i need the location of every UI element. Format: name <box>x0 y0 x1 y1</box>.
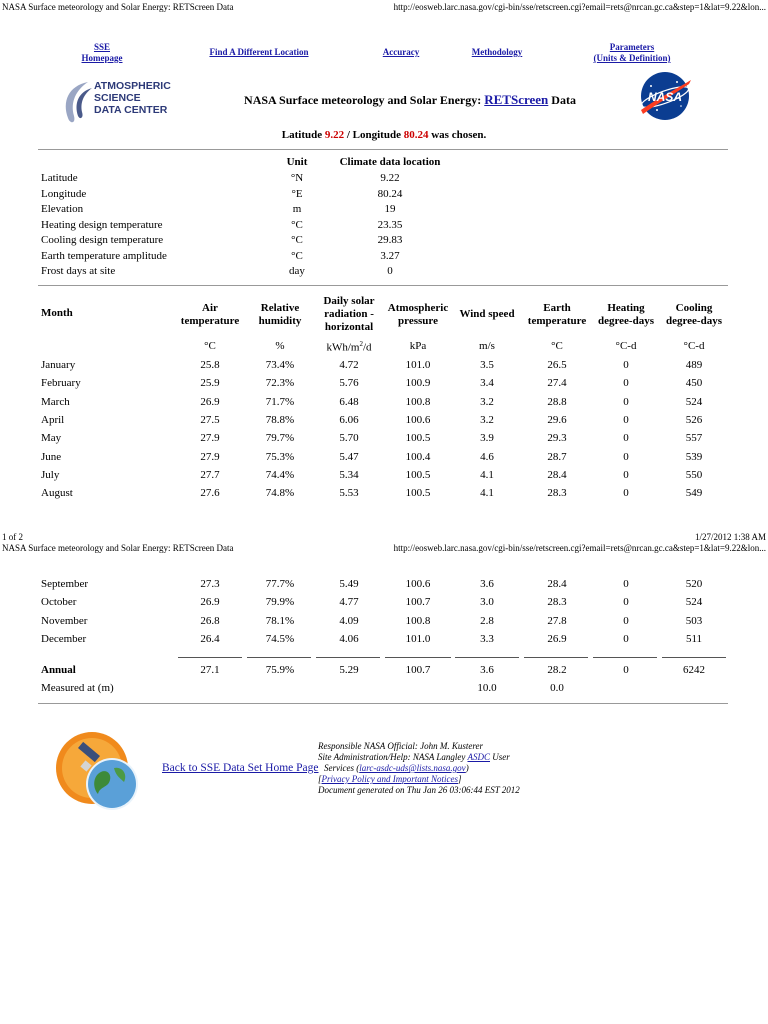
cell-cdd: 526 <box>685 413 703 426</box>
nasa-logo-text: NASA <box>647 90 683 104</box>
cell-air: 25.8 <box>200 359 220 371</box>
chosen-lon-value: 80.24 <box>403 129 429 141</box>
retscreen-link[interactable]: RETScreen <box>484 92 549 107</box>
cell-rh: 74.4% <box>265 468 295 481</box>
chosen-lat-value: 9.22 <box>324 129 345 141</box>
cell-solar: 5.34 <box>339 468 359 481</box>
chosen-suffix: was chosen. <box>428 129 487 141</box>
table-row <box>0 396 768 412</box>
cell-earth: 26.9 <box>547 632 567 645</box>
cell-hdd: 0 <box>623 632 629 645</box>
nav-parameters[interactable] <box>580 42 684 64</box>
cell-hdd: 0 <box>623 432 629 445</box>
cell-wind: 3.2 <box>480 413 494 426</box>
cell-hdd: 0 <box>623 614 629 627</box>
nav-sse-line1[interactable]: SSE <box>93 42 110 52</box>
cell-hdd: 0 <box>623 664 629 676</box>
cell-rh: 79.7% <box>265 432 295 445</box>
measured-row <box>0 682 768 698</box>
cell-pres: 100.6 <box>405 578 431 590</box>
cell-air: 26.9 <box>200 596 220 609</box>
site-row <box>0 234 768 250</box>
nav-methodology-label[interactable]: Methodology <box>471 47 523 57</box>
site-row <box>0 219 768 235</box>
asdc-logo-line2: SCIENCE <box>94 92 141 104</box>
asdc-link[interactable]: ASDC <box>467 752 490 762</box>
table-row <box>0 578 768 594</box>
site-row-label: Longitude <box>41 187 87 200</box>
cell-air: 27.9 <box>200 450 220 463</box>
cell-cdd: 539 <box>685 450 703 463</box>
row-month: December <box>41 632 87 645</box>
nav-accuracy[interactable] <box>370 47 432 58</box>
col-header-pressure-2: pressure <box>398 315 438 327</box>
site-row-label: Earth temperature amplitude <box>41 249 167 262</box>
unit-hdd: °C-d <box>615 340 637 352</box>
col-header-solar-2: radiation - <box>324 308 374 320</box>
cell-cdd: 524 <box>685 596 703 609</box>
site-row-label: Latitude <box>41 172 78 184</box>
site-row-unit: °C <box>291 218 303 231</box>
site-row-value: 80.24 <box>377 187 403 200</box>
cell-solar: 6.06 <box>339 413 359 426</box>
chosen-lat-label: Latitude <box>281 129 325 141</box>
print-footer-datetime: 1/27/2012 1:38 AM <box>694 532 766 542</box>
row-month: February <box>41 377 81 390</box>
cell-cdd: 489 <box>685 359 703 371</box>
row-month: August <box>41 487 73 500</box>
footer-credits <box>318 741 578 796</box>
cell-wind: 3.9 <box>480 432 494 445</box>
nav-find-location-label[interactable]: Find A Different Location <box>209 47 309 57</box>
location-chosen <box>200 129 568 141</box>
col-header-rh-2: humidity <box>258 315 302 327</box>
cell-solar: 4.72 <box>339 359 359 371</box>
measured-wind: 10.0 <box>477 682 497 694</box>
col-header-hdd <box>590 302 662 328</box>
col-header-cdd <box>658 302 730 328</box>
unit-pressure: kPa <box>409 340 427 352</box>
cell-wind: 3.0 <box>480 596 494 609</box>
cell-earth: 28.7 <box>547 450 567 463</box>
cell-wind: 3.4 <box>480 377 494 390</box>
site-row <box>0 188 768 204</box>
cell-pres: 100.5 <box>405 487 431 500</box>
cell-air: 27.7 <box>200 468 220 481</box>
cell-rh: 75.9% <box>265 664 295 676</box>
cell-rh: 77.7% <box>265 578 295 590</box>
cell-cdd: 450 <box>685 377 703 390</box>
footer-admin-suffix: User <box>490 752 510 762</box>
cell-wind: 3.5 <box>480 359 494 371</box>
col-header-wind: Wind speed <box>459 308 515 320</box>
cell-solar: 5.70 <box>339 432 359 445</box>
cell-rh: 78.8% <box>265 413 295 426</box>
site-row-unit: day <box>289 265 305 277</box>
col-header-solar-3: horizontal <box>324 321 374 333</box>
table-row <box>0 469 768 485</box>
nav-find-location[interactable] <box>200 47 318 58</box>
footer-official: Responsible NASA Official: John M. Kusterer <box>318 741 483 751</box>
nav-parameters-line2[interactable]: (Units & Definition) <box>593 53 671 63</box>
cell-hdd: 0 <box>623 413 629 426</box>
col-header-air <box>170 302 250 328</box>
site-row-label: Elevation <box>41 203 84 215</box>
row-month: Annual <box>41 664 76 676</box>
col-header-hdd-1: Heating <box>607 302 645 314</box>
cell-pres: 100.6 <box>405 413 431 426</box>
nav-sse-line2[interactable]: Homepage <box>81 53 123 63</box>
table-row <box>0 451 768 467</box>
table-row <box>0 596 768 612</box>
cell-wind: 3.3 <box>480 632 494 645</box>
asdc-swirl-icon <box>58 78 98 126</box>
cell-pres: 100.9 <box>405 377 431 390</box>
table-row <box>0 633 768 649</box>
cell-cdd: 520 <box>685 578 703 590</box>
unit-solar <box>313 340 385 354</box>
cell-hdd: 0 <box>623 377 629 390</box>
print-header-url-2: http://eosweb.larc.nasa.gov/cgi-bin/sse/retscreen.cgi?email=rets@nrcan.gc.ca&step=1&lat=9.22&lon... <box>393 543 766 553</box>
row-month: October <box>41 596 77 609</box>
print-header-title-2: NASA Surface meteorology and Solar Energy: RETScreen Data <box>2 543 234 553</box>
site-row <box>0 250 768 266</box>
col-header-air-1: Air <box>202 302 218 314</box>
cell-hdd: 0 <box>623 359 629 371</box>
cell-rh: 74.5% <box>265 632 295 645</box>
col-header-solar-1: Daily solar <box>323 295 375 307</box>
footer-privacy-open: [ <box>318 774 322 784</box>
chosen-sep: / Longitude <box>344 129 404 141</box>
cell-earth: 28.4 <box>547 468 567 481</box>
site-row-value: 29.83 <box>377 234 403 246</box>
cell-earth: 28.2 <box>547 664 567 676</box>
page-title-suffix: Data <box>548 93 576 107</box>
row-month: January <box>41 359 76 371</box>
site-row <box>0 172 768 188</box>
cell-hdd: 0 <box>623 450 629 463</box>
print-header-url: http://eosweb.larc.nasa.gov/cgi-bin/sse/retscreen.cgi?email=rets@nrcan.gc.ca&step=1&lat=9.22&lon... <box>393 2 766 12</box>
table-row <box>0 377 768 393</box>
row-month: July <box>41 468 60 481</box>
cell-pres: 100.5 <box>405 432 431 445</box>
cell-earth: 29.6 <box>547 413 567 426</box>
table-row <box>0 414 768 430</box>
col-header-solar <box>313 295 385 334</box>
nav-methodology[interactable] <box>462 47 532 58</box>
sum-line-solar <box>316 657 380 658</box>
col-header-pressure <box>380 302 456 328</box>
sum-line-rh <box>247 657 311 658</box>
cell-cdd: 6242 <box>683 664 705 676</box>
sum-line-air <box>178 657 242 658</box>
row-month: March <box>41 395 70 408</box>
cell-wind: 3.6 <box>480 664 494 676</box>
site-row-unit: °C <box>291 249 303 262</box>
cell-earth: 27.8 <box>547 614 567 627</box>
divider-top <box>38 149 728 150</box>
cell-cdd: 503 <box>685 614 703 627</box>
cell-air: 27.1 <box>200 664 220 676</box>
table-row <box>0 487 768 503</box>
cell-earth: 27.4 <box>547 377 567 390</box>
col-header-earth <box>521 302 593 328</box>
cell-cdd: 557 <box>685 432 703 445</box>
cell-wind: 4.6 <box>480 450 494 463</box>
cell-pres: 100.7 <box>405 596 431 609</box>
cell-pres: 101.0 <box>405 359 431 371</box>
unit-cdd: °C-d <box>683 340 705 352</box>
cell-pres: 100.7 <box>405 664 431 676</box>
measured-label: Measured at (m) <box>41 682 114 694</box>
asdc-logo-line3: DATA CENTER <box>94 104 168 116</box>
cell-air: 25.9 <box>200 377 220 390</box>
col-header-month: Month <box>41 307 73 319</box>
cell-rh: 73.4% <box>265 359 295 371</box>
print-header-title: NASA Surface meteorology and Solar Energy: RETScreen Data <box>2 2 234 12</box>
services-email-link[interactable]: larc-asdc-uds@lists.nasa.gov <box>359 763 466 773</box>
cell-pres: 100.5 <box>405 468 431 481</box>
cell-hdd: 0 <box>623 596 629 609</box>
site-row-value: 9.22 <box>380 172 400 184</box>
cell-wind: 3.6 <box>480 578 494 590</box>
row-month: May <box>41 432 62 445</box>
row-month: November <box>41 614 88 627</box>
cell-rh: 78.1% <box>265 614 295 627</box>
cell-air: 26.4 <box>200 632 220 645</box>
privacy-policy-link[interactable]: Privacy Policy and Important Notices <box>321 774 458 784</box>
cell-rh: 71.7% <box>265 395 295 408</box>
site-row-value: 3.27 <box>380 249 400 262</box>
nav-accuracy-label[interactable]: Accuracy <box>382 47 420 57</box>
cell-wind: 4.1 <box>480 468 494 481</box>
col-header-earth-2: temperature <box>527 315 587 327</box>
table-row <box>0 432 768 448</box>
cell-pres: 100.8 <box>405 614 431 627</box>
cell-solar: 5.53 <box>339 487 359 500</box>
cell-earth: 29.3 <box>547 432 567 445</box>
cell-cdd: 550 <box>685 468 703 481</box>
cell-rh: 75.3% <box>265 450 295 463</box>
cell-earth: 28.3 <box>547 596 567 609</box>
site-row <box>0 203 768 219</box>
cell-earth: 28.8 <box>547 395 567 408</box>
footer-generated: Document generated on Thu Jan 26 03:06:44 EST 2012 <box>318 785 520 795</box>
site-header-unit: Unit <box>286 156 308 168</box>
cell-solar: 5.49 <box>339 578 359 590</box>
sse-sun-earth-icon[interactable] <box>52 728 142 814</box>
col-header-rh-1: Relative <box>260 302 300 314</box>
site-row-label: Cooling design temperature <box>41 234 164 246</box>
table-row <box>0 359 768 375</box>
asdc-logo-line1: ATMOSPHERIC <box>94 80 171 92</box>
cell-wind: 2.8 <box>480 614 494 627</box>
cell-hdd: 0 <box>623 578 629 590</box>
cell-air: 27.5 <box>200 413 220 426</box>
footer-admin-prefix: Site Administration/Help: NASA Langley <box>318 752 468 762</box>
col-header-pressure-1: Atmospheric <box>387 302 449 314</box>
nav-parameters-line1[interactable]: Parameters <box>609 42 655 52</box>
footer-services-prefix: Services ( <box>324 763 360 773</box>
cell-solar: 5.47 <box>339 450 359 463</box>
site-row <box>0 265 768 281</box>
cell-pres: 100.8 <box>405 395 431 408</box>
cell-cdd: 549 <box>685 487 703 500</box>
cell-cdd: 511 <box>685 632 703 645</box>
unit-earth: °C <box>551 340 563 352</box>
table-row <box>0 664 768 680</box>
col-header-earth-1: Earth <box>543 302 571 314</box>
site-row-unit: °E <box>291 187 303 200</box>
cell-hdd: 0 <box>623 395 629 408</box>
unit-solar-a: kWh/m <box>326 341 360 354</box>
cell-solar: 5.76 <box>339 377 359 390</box>
sum-line-wind <box>455 657 519 658</box>
site-row-unit: °C <box>291 234 303 246</box>
unit-solar-sup: 2 <box>359 340 363 348</box>
site-row-label: Frost days at site <box>41 265 116 277</box>
cell-cdd: 524 <box>685 395 703 408</box>
cell-rh: 79.9% <box>265 596 295 609</box>
footer-admin <box>318 752 578 763</box>
cell-air: 26.8 <box>200 614 220 627</box>
nasa-logo-icon[interactable] <box>637 70 693 122</box>
site-row-unit: °N <box>290 172 304 184</box>
cell-earth: 26.5 <box>547 359 567 371</box>
cell-air: 27.3 <box>200 578 220 590</box>
site-row-value: 23.35 <box>377 218 403 231</box>
cell-hdd: 0 <box>623 468 629 481</box>
row-month: September <box>41 578 89 590</box>
row-month: April <box>41 413 65 426</box>
nav-sse-homepage[interactable] <box>72 42 132 64</box>
cell-wind: 3.2 <box>480 395 494 408</box>
divider-middle <box>38 285 728 286</box>
cell-solar: 5.29 <box>339 664 359 676</box>
asdc-logo[interactable] <box>58 78 178 126</box>
cell-hdd: 0 <box>623 487 629 500</box>
unit-wind: m/s <box>479 340 495 352</box>
site-row-value: 0 <box>387 265 393 277</box>
col-header-hdd-2: degree-days <box>597 315 654 327</box>
site-row-unit: m <box>292 203 302 215</box>
cell-air: 27.6 <box>200 487 220 500</box>
site-header-location: Climate data location <box>339 156 441 168</box>
site-row-value: 19 <box>384 203 396 215</box>
footer-privacy-close: ] <box>457 774 462 784</box>
cell-pres: 100.4 <box>405 450 431 463</box>
col-header-air-2: temperature <box>180 315 240 327</box>
cell-rh: 74.8% <box>265 487 295 500</box>
cell-solar: 4.06 <box>339 632 359 645</box>
cell-air: 27.9 <box>200 432 220 445</box>
cell-solar: 4.77 <box>339 596 359 609</box>
col-header-cdd-1: Cooling <box>675 302 713 314</box>
sum-line-hdd <box>593 657 657 658</box>
back-to-sse-label[interactable]: Back to SSE Data Set Home Page <box>162 762 319 774</box>
footer-services-suffix: ) <box>465 763 469 773</box>
table-row <box>0 615 768 631</box>
footer-privacy <box>318 774 578 785</box>
sum-line-cdd <box>662 657 726 658</box>
measured-earth: 0.0 <box>550 682 564 694</box>
sum-line-earth <box>524 657 588 658</box>
cell-pres: 101.0 <box>405 632 431 645</box>
page-title-prefix: NASA Surface meteorology and Solar Energy: <box>244 93 485 107</box>
footer-services <box>318 763 578 774</box>
cell-solar: 4.09 <box>339 614 359 627</box>
sum-line-pressure <box>385 657 451 658</box>
unit-air: °C <box>204 340 216 352</box>
col-header-rh <box>245 302 315 328</box>
back-to-sse-link[interactable] <box>162 762 319 774</box>
print-footer-page: 1 of 2 <box>2 532 23 542</box>
row-month: June <box>41 450 62 463</box>
divider-bottom <box>38 703 728 704</box>
cell-earth: 28.3 <box>547 487 567 500</box>
cell-earth: 28.4 <box>547 578 567 590</box>
cell-rh: 72.3% <box>265 377 295 390</box>
cell-air: 26.9 <box>200 395 220 408</box>
page-title <box>200 92 620 108</box>
unit-rh: % <box>275 340 285 352</box>
site-row-label: Heating design temperature <box>41 218 163 231</box>
col-header-cdd-2: degree-days <box>665 315 722 327</box>
cell-wind: 4.1 <box>480 487 494 500</box>
unit-solar-b: /d <box>362 341 372 354</box>
cell-solar: 6.48 <box>339 395 359 408</box>
